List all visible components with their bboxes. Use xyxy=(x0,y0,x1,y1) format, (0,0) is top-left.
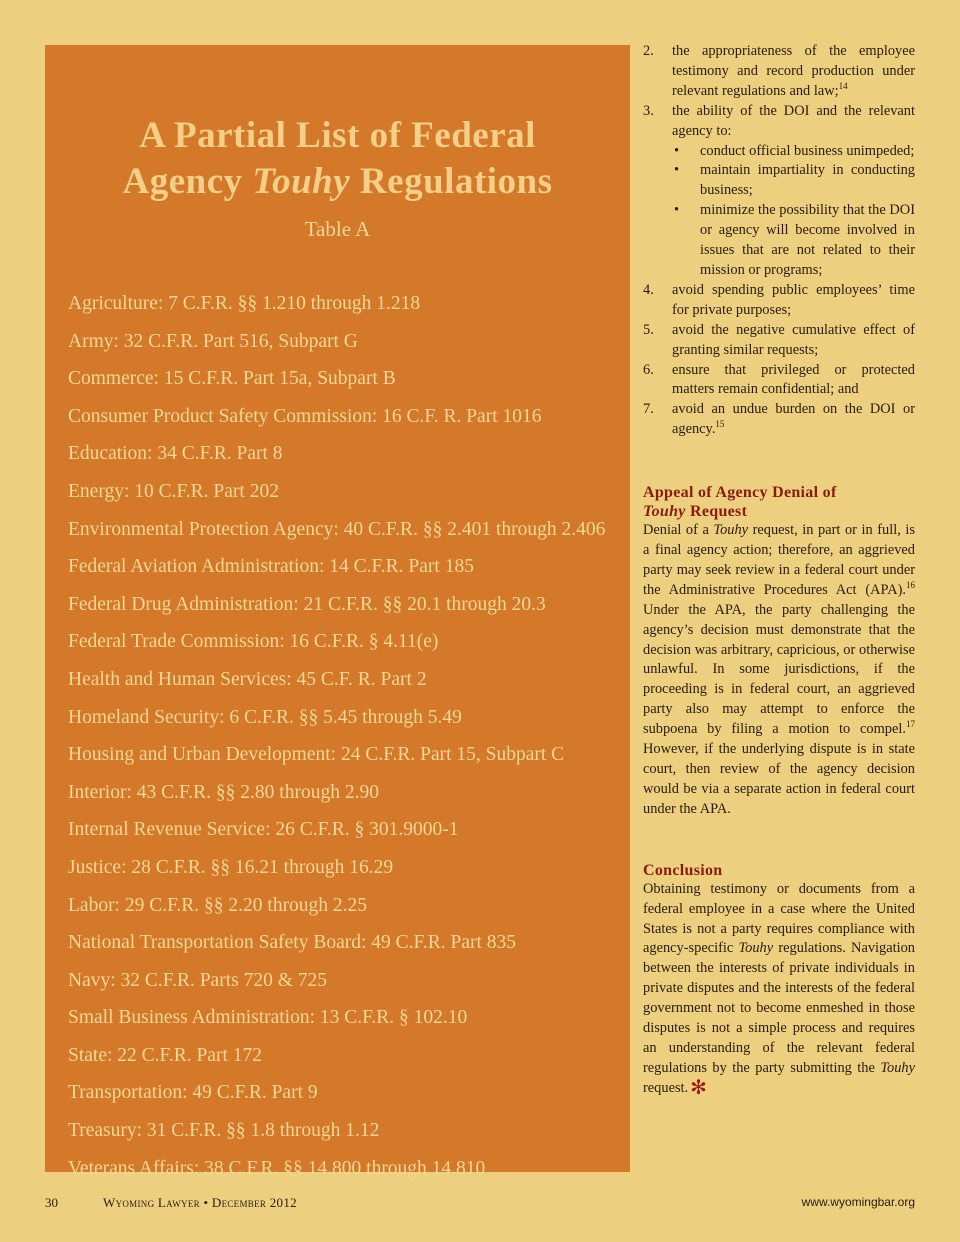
regulation-item: Commerce: 15 C.F.R. Part 15a, Subpart B xyxy=(68,368,396,390)
table-subtitle: Table A xyxy=(304,217,371,241)
text-run: request, in part or in full, is a final agency action; therefore, an aggrieved party may seek review in a federal court under the Administrative Procedures Act (APA). xyxy=(643,522,915,598)
regulation-item: Agriculture: 7 C.F.R. §§ 1.210 through 1.218 xyxy=(68,293,421,314)
factor-number: 7. xyxy=(643,401,654,418)
regulation-item: Veterans Affairs: 38 C.F.R. §§ 14.800 through 14.810 xyxy=(68,1157,486,1179)
table-title-line2b: Regulations xyxy=(350,161,553,202)
factor-sub-text: minimize the possibility that the DOI or agency will become involved in issues that are not related to their mission or programs; xyxy=(700,202,915,278)
factor-item-2 xyxy=(643,42,915,102)
factor-list xyxy=(643,42,915,440)
regulation-item: State: 22 C.F.R. Part 172 xyxy=(68,1044,262,1066)
factor-number: 6. xyxy=(643,361,654,378)
factor-sub-text: maintain impartiality in conducting business; xyxy=(700,162,915,199)
factor-sub-item xyxy=(672,142,915,162)
factor-sub-item xyxy=(672,161,915,201)
factor-text: ensure that privileged or protected matters remain confidential; and xyxy=(672,361,915,398)
regulation-item: Internal Revenue Service: 26 C.F.R. § 301.9000-1 xyxy=(68,819,459,841)
appeal-heading-rest: Request xyxy=(685,503,748,521)
regulation-item: Federal Trade Commission: 16 C.F.R. § 4.11(e) xyxy=(68,631,439,653)
regulation-item: Labor: 29 C.F.R. §§ 2.20 through 2.25 xyxy=(68,894,368,916)
factor-item-3 xyxy=(643,102,915,281)
table-title-line2a: Agency xyxy=(122,161,253,202)
website-link[interactable]: www.wyomingbar.org xyxy=(801,1195,915,1209)
factor-number: 4. xyxy=(643,281,654,298)
appeal-heading-line1: Appeal of Agency Denial of xyxy=(643,484,837,502)
text-run: regulations. Navigation between the interests of private individuals in private disputes and the interests of the federal government not to become enmeshed in those disputes is not a simple process and requires an understanding of the relevant federal regulations by the party submitting the xyxy=(643,940,915,1076)
factor-number: 3. xyxy=(643,102,654,119)
regulation-item: Small Business Administration: 13 C.F.R. § 102.10 xyxy=(68,1007,468,1029)
factor-item-4 xyxy=(643,281,915,321)
regulation-item: Homeland Security: 6 C.F.R. §§ 5.45 through 5.49 xyxy=(68,706,462,728)
factor-item-6 xyxy=(643,361,915,401)
footnote-ref: 14 xyxy=(838,81,848,92)
regulation-item: Energy: 10 C.F.R. Part 202 xyxy=(68,480,279,502)
regulation-item: National Transportation Safety Board: 49 C.F.R. Part 835 xyxy=(68,932,517,954)
regulation-item: Education: 34 C.F.R. Part 8 xyxy=(68,443,283,465)
text-run: request. xyxy=(643,1079,689,1096)
page-footer xyxy=(45,1195,915,1215)
factor-text: avoid an undue burden on the DOI or agency. xyxy=(672,401,915,438)
conclusion-heading: Conclusion xyxy=(643,861,723,879)
appeal-heading xyxy=(643,483,915,521)
bullet-icon: • xyxy=(674,142,680,159)
table-title xyxy=(45,113,630,205)
end-mark-icon: ✻ xyxy=(690,1076,707,1099)
factor-number: 2. xyxy=(643,43,654,59)
regulation-item: Federal Aviation Administration: 14 C.F.R. Part 185 xyxy=(68,556,474,578)
appeal-heading-touhy: Touhy xyxy=(643,503,686,521)
bullet-icon: • xyxy=(674,162,680,179)
factor-sub-list xyxy=(672,142,915,281)
regulation-item: Housing and Urban Development: 24 C.F.R. Part 15, Subpart C xyxy=(68,744,565,766)
factor-text: avoid the negative cumulative effect of granting similar requests; xyxy=(672,321,915,358)
factor-text: avoid spending public employees’ time for private purposes; xyxy=(672,281,915,318)
text-run-italic: Touhy xyxy=(738,940,774,957)
footnote-ref: 15 xyxy=(715,419,725,430)
factor-item-5 xyxy=(643,321,915,361)
page-number: 30 xyxy=(45,1195,58,1210)
appeal-paragraph xyxy=(643,521,915,820)
factor-number: 5. xyxy=(643,321,654,338)
factor-sub-item xyxy=(672,201,915,281)
regulation-item: Transportation: 49 C.F.R. Part 9 xyxy=(68,1082,318,1104)
regulation-item: Environmental Protection Agency: 40 C.F.R. §§ 2.401 through 2.406 xyxy=(68,518,606,540)
text-run-italic: Touhy xyxy=(880,1059,915,1076)
conclusion-paragraph xyxy=(643,880,915,1099)
footnote-ref: 16 xyxy=(906,580,915,591)
regulation-list xyxy=(68,285,623,1187)
touhy-regulations-table xyxy=(45,45,630,1179)
table-title-touhy: Touhy xyxy=(252,161,351,202)
text-run: Under the APA, the party challenging the agency’s decision must demonstrate that the decision was arbitrary, capricious, or otherwise unlawful. In some jurisdictions, if the proceeding is in federal court, an aggrieved party also may attempt to enforce the subpoena by filing a motion to compel. xyxy=(643,601,915,738)
regulation-item: Navy: 32 C.F.R. Parts 720 & 725 xyxy=(68,969,327,991)
table-title-line1: A Partial List of Federal xyxy=(139,115,536,156)
magazine-issue: Wyoming Lawyer • December 2012 xyxy=(103,1195,297,1210)
factor-sub-text: conduct official business unimpeded; xyxy=(700,142,915,159)
footnote-ref: 17 xyxy=(906,719,915,730)
regulation-item: Consumer Product Safety Commission: 16 C.F. R. Part 1016 xyxy=(68,405,542,427)
regulation-item: Federal Drug Administration: 21 C.F.R. §§ 20.1 through 20.3 xyxy=(68,593,546,615)
text-run: However, if the underlying dispute is in state court, then review of the agency decision would be via a separate action in federal court under the APA. xyxy=(643,741,915,817)
factor-item-7 xyxy=(643,400,915,440)
regulation-item: Justice: 28 C.F.R. §§ 16.21 through 16.29 xyxy=(68,856,394,878)
regulation-item: Army: 32 C.F.R. Part 516, Subpart G xyxy=(68,330,358,352)
article-column xyxy=(643,42,915,1099)
text-run-italic: Touhy xyxy=(713,522,749,539)
regulation-item: Interior: 43 C.F.R. §§ 2.80 through 2.90 xyxy=(68,781,379,803)
factor-text: the ability of the DOI and the relevant agency to: xyxy=(672,102,915,139)
regulation-item: Health and Human Services: 45 C.F. R. Part 2 xyxy=(68,668,427,690)
bullet-icon: • xyxy=(674,202,680,219)
text-run: Obtaining testimony or documents from a federal employee in a case where the United States is not a party requires compliance with agency-specific xyxy=(643,880,915,957)
regulation-item: Treasury: 31 C.F.R. §§ 1.8 through 1.12 xyxy=(68,1120,380,1142)
factor-text: the appropriateness of the employee testimony and record production under relevant regulations and law; xyxy=(672,43,915,99)
text-run: Denial of a xyxy=(643,522,714,539)
